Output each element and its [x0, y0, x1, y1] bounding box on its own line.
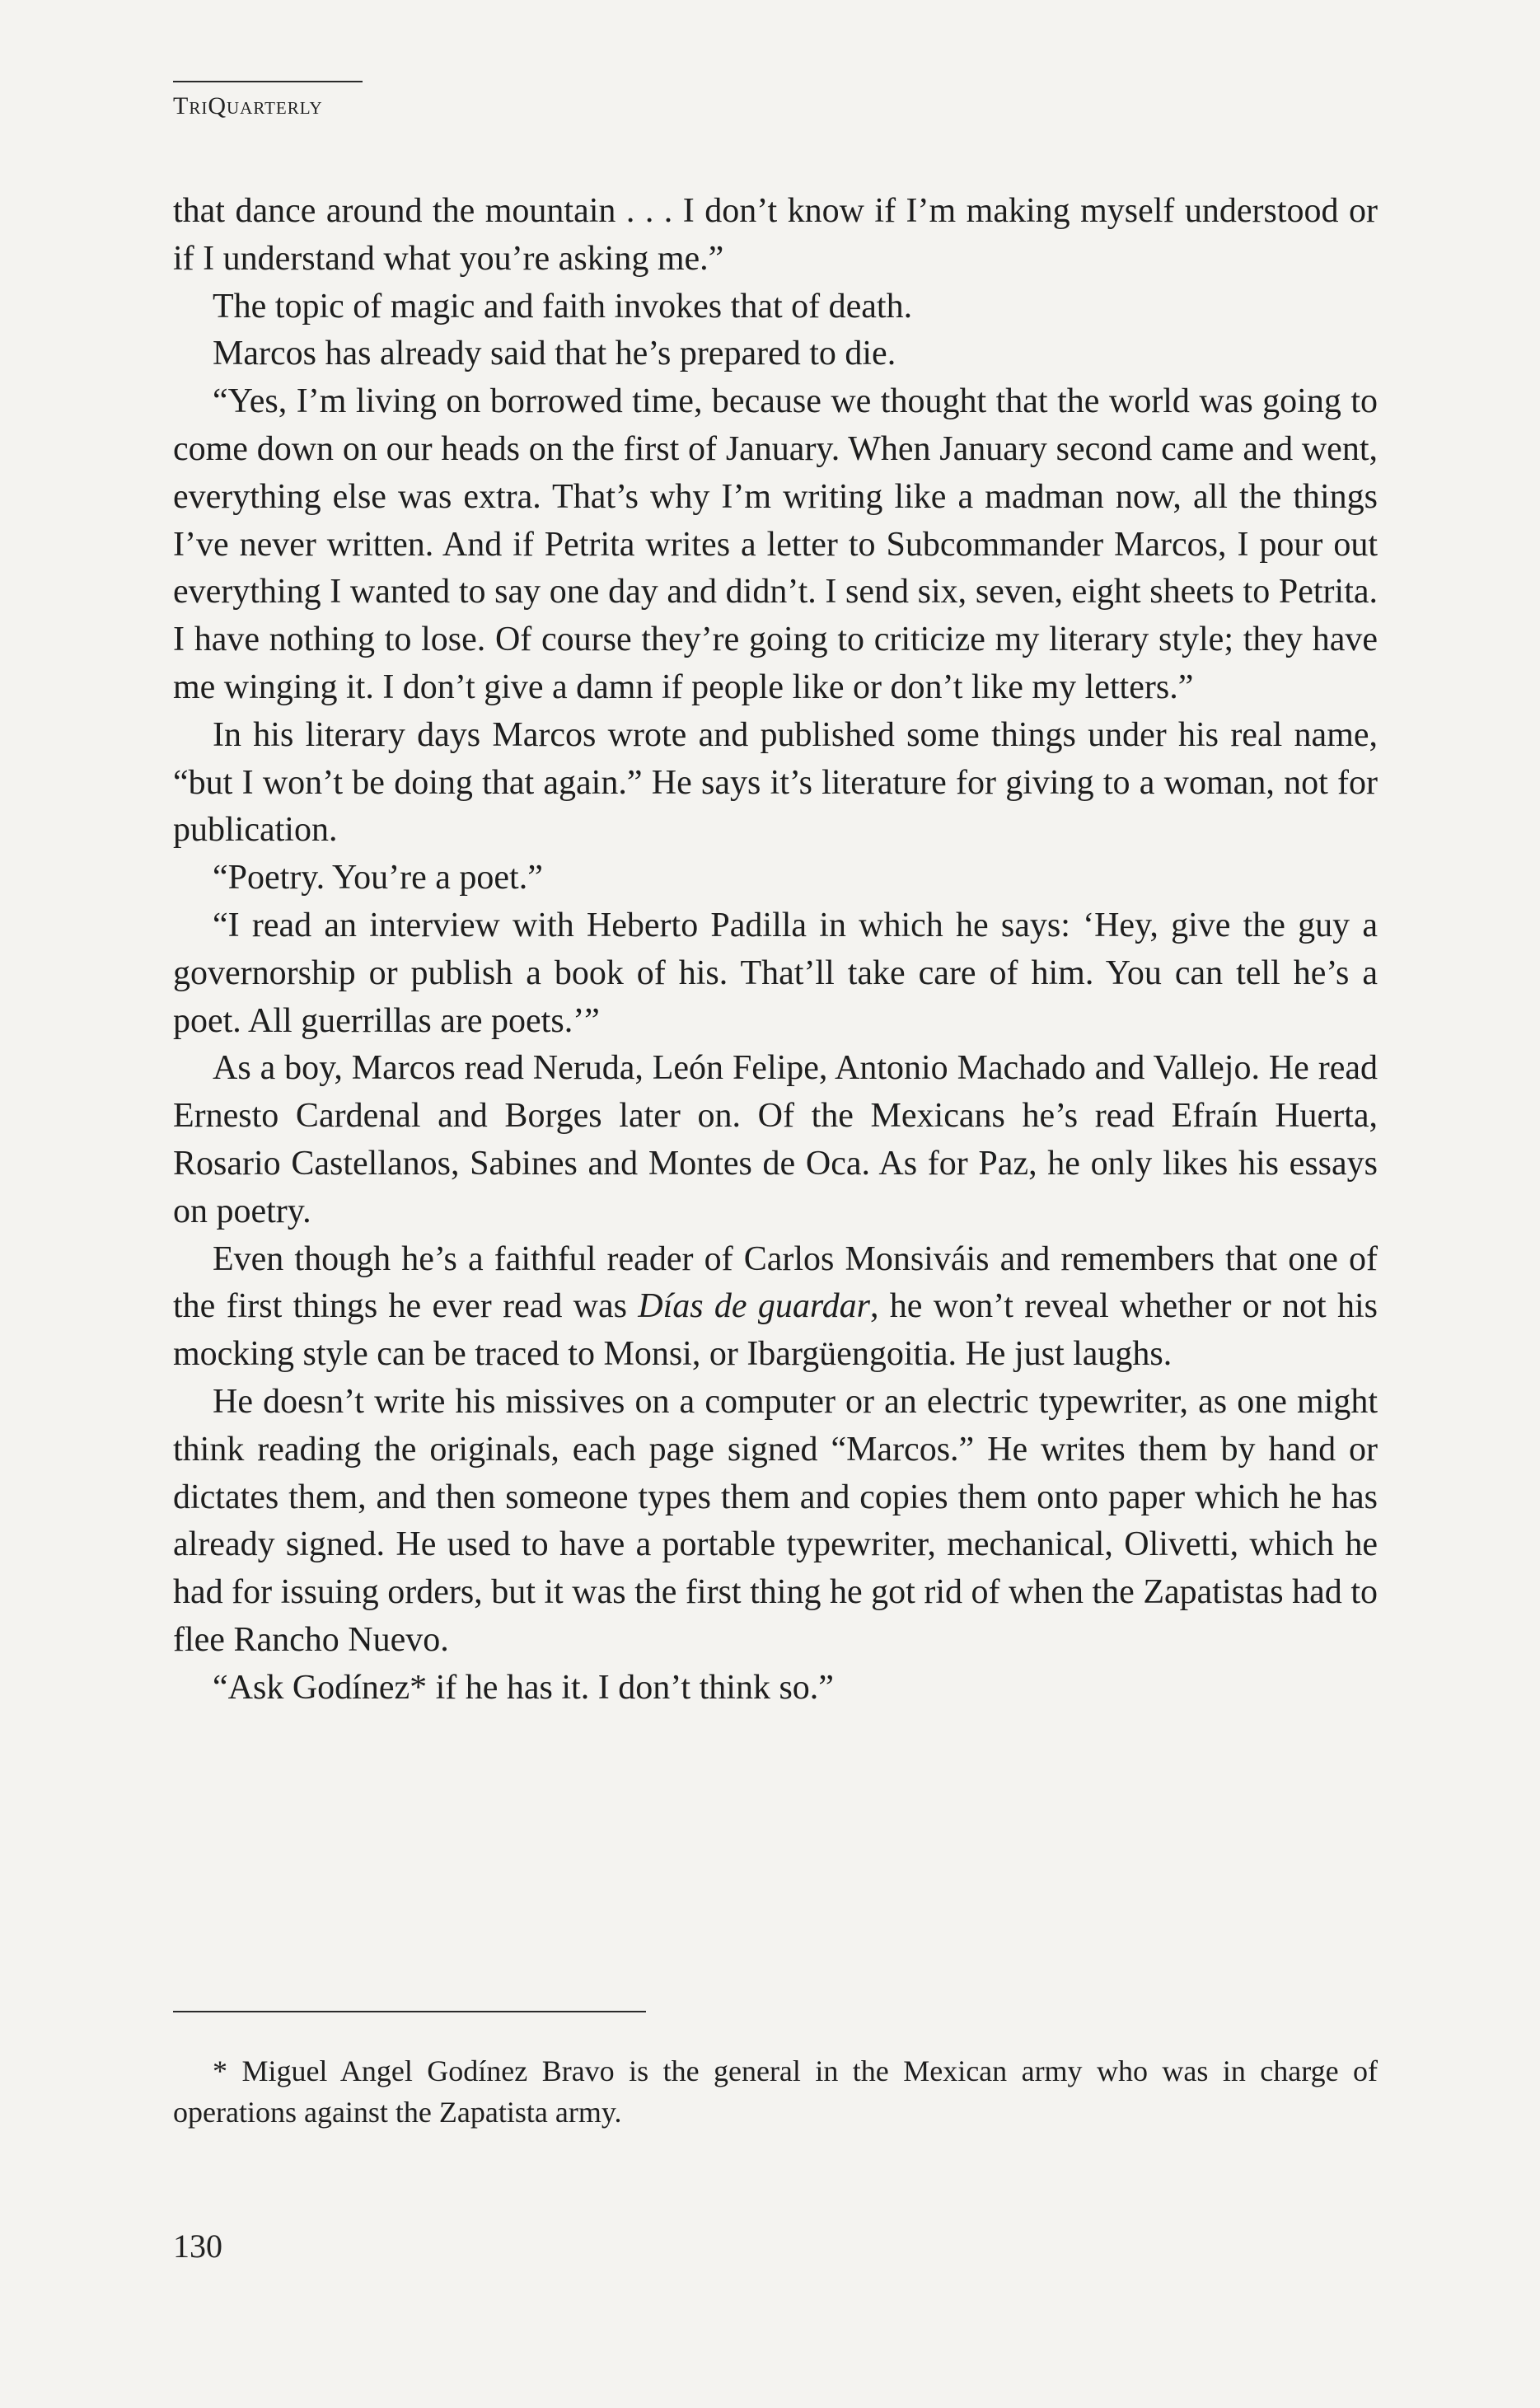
- footnote: * Miguel Angel Godínez Bravo is the general in the Mexican army who was in charge of operations against the Zapatista army.: [173, 2054, 1378, 2129]
- body-text: [173, 188, 1378, 1712]
- paragraph-8: As a boy, Marcos read Neruda, León Felipe, Antonio Machado and Vallejo. He read Ernesto Cardenal and Borges later on. Of the Mexicans he’s read Efraín Huerta, Rosario Castellanos, Sabines and Montes de Oca. As for Paz, he only likes his essays on poetry.: [173, 1049, 1378, 1230]
- book-title: Días de guardar: [638, 1287, 870, 1326]
- paragraph-2: The topic of magic and faith invokes that of death.: [213, 287, 913, 326]
- paragraph-5: In his literary days Marcos wrote and published some things under his real name, “but I won’t be doing that again.” He says it’s literature for giving to a woman, not for publication.: [173, 715, 1378, 850]
- paragraph-9-after: , he won’t reveal whether or not his mocking style can be traced to Monsi, or Ibargüengoitia. He just laughs.: [173, 1287, 1378, 1374]
- running-head: TriQuarterly: [173, 92, 323, 119]
- paragraph-3: Marcos has already said that he’s prepared to die.: [213, 335, 896, 373]
- paragraph-11: “Ask Godínez* if he has it. I don’t think so.”: [213, 1668, 834, 1707]
- page-number: 130: [173, 2228, 222, 2265]
- paragraph-7: “I read an interview with Heberto Padilla in which he says: ‘Hey, give the guy a governorship or publish a book of his. That’ll take care of him. You can tell he’s a poet. All guerrillas are poets.’”: [173, 906, 1378, 1040]
- paragraph-4: “Yes, I’m living on borrowed time, because we thought that the world was going to come down on our heads on the first of January. When January second came and went, everything else was extra. That’s why I’m writing like a madman now, all the things I’ve never written. And if Petrita writes a letter to Subcommander Marcos, I pour out everything I wanted to say one day and didn’t. I send six, seven, eight sheets to Petrita. I have nothing to lose. Of course they’re going to criticize my literary style; they have me winging it. I don’t give a damn if people like or don’t like my letters.”: [173, 382, 1378, 706]
- paragraph-9: [173, 1236, 1378, 1379]
- header-rule: [173, 81, 363, 82]
- paragraph-6: “Poetry. You’re a poet.”: [213, 859, 543, 897]
- footnote-rule: [173, 2011, 646, 2012]
- paragraph-9-before: Even though he’s a faithful reader of Carlos Monsiváis and remembers that one of the first things he ever read was: [173, 1239, 1378, 1326]
- paragraph-10: He doesn’t write his missives on a computer or an electric typewriter, as one might think reading the originals, each page signed “Marcos.” He writes them by hand or dictates them, and then someone types them and copies them onto paper which he has already signed. He used to have a portable typewriter, mechanical, Olivetti, which he had for issuing orders, but it was the first thing he got rid of when the Zapatistas had to flee Rancho Nuevo.: [173, 1382, 1378, 1659]
- paragraph-1: that dance around the mountain . . . I don’t know if I’m making myself understood or if I understand what you’re asking me.”: [173, 192, 1378, 278]
